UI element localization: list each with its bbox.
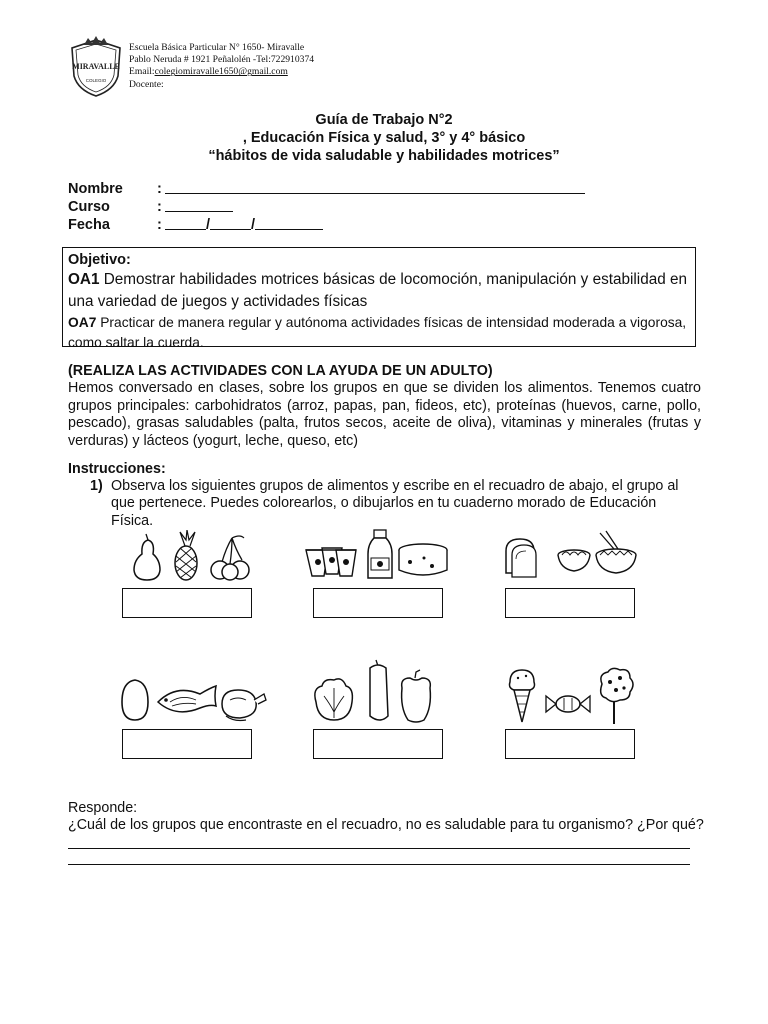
title-line-3: “hábitos de vida saludable y habilidades motrices” xyxy=(208,148,560,164)
rice-bowl-icon xyxy=(596,531,636,573)
course-input-line[interactable] xyxy=(165,198,233,212)
oa1-paragraph xyxy=(68,269,690,313)
pear-icon xyxy=(134,534,160,580)
intro-heading: (REALIZA LAS ACTIVIDADES CON LA AYUDA DE UN ADULTO) xyxy=(68,363,493,379)
bell-pepper-icon xyxy=(402,670,431,722)
name-field-row xyxy=(68,180,585,198)
title-line-2: , Educación Física y salud, 3° y 4° básico xyxy=(242,130,526,146)
answer-box-1[interactable] xyxy=(122,588,252,618)
course-field-row xyxy=(68,198,585,216)
food-group-3 xyxy=(500,527,640,583)
objective-box xyxy=(62,247,696,350)
date-day-line[interactable] xyxy=(165,216,206,230)
food-group-1 xyxy=(130,530,254,582)
email-label: Email: xyxy=(129,66,155,78)
course-label: Curso xyxy=(68,199,110,215)
answer-box-5[interactable] xyxy=(313,729,443,759)
instruction-text: Observa los siguientes grupos de alimentos y escribe en el recuadro de abajo, el grupo al que pertenece. Puedes colorearlos, o dibujarlos en tu cuaderno morado de Educación Física. xyxy=(111,478,679,529)
oa7-paragraph xyxy=(68,313,690,352)
answer-box-3[interactable] xyxy=(505,588,635,618)
teacher-line: Docente: xyxy=(129,78,164,90)
oa7-code: OA7 xyxy=(68,315,97,330)
wrapped-candy-icon xyxy=(546,696,590,712)
answer-line-1[interactable] xyxy=(68,848,690,849)
instructions-heading: Instrucciones: xyxy=(68,461,166,477)
student-fields xyxy=(68,180,585,234)
pasta-bowl-icon xyxy=(558,550,590,571)
zucchini-icon xyxy=(370,660,388,720)
egg-icon xyxy=(122,680,148,720)
school-logo xyxy=(66,36,126,98)
intro-section xyxy=(68,363,701,450)
name-input-line[interactable] xyxy=(165,180,585,194)
date-label: Fecha xyxy=(68,217,110,233)
objective-heading: Objetivo: xyxy=(68,252,131,268)
food-group-4 xyxy=(118,672,268,726)
lettuce-icon xyxy=(315,679,353,720)
food-group-2 xyxy=(302,528,450,582)
date-separator-1: / xyxy=(206,217,211,233)
cotton-candy-icon xyxy=(601,668,633,724)
responde-label: Responde: xyxy=(68,800,138,816)
roast-chicken-icon xyxy=(222,690,266,721)
logo-subtext: COLEGIO xyxy=(85,78,107,83)
bread-loaf-icon xyxy=(506,539,536,577)
responde-question: ¿Cuál de los grupos que encontraste en el recuadro, no es saludable para tu organismo? ¿Por qué? xyxy=(68,817,704,833)
milk-bottle-icon xyxy=(368,530,392,578)
title-line-1: Guía de Trabajo N°2 xyxy=(315,112,453,128)
cherries-icon xyxy=(211,536,249,580)
oa1-code: OA1 xyxy=(68,271,100,288)
food-group-5 xyxy=(310,658,440,726)
answer-box-6[interactable] xyxy=(505,729,635,759)
ice-cream-cone-icon xyxy=(510,670,535,722)
oa1-text: Demostrar habilidades motrices básicas de locomoción, manipulación y estabilidad en una variedad de juegos y actividades físicas xyxy=(68,271,687,310)
yogurt-cups-icon xyxy=(306,548,356,576)
document-titles xyxy=(0,111,768,165)
logo-text: MIRAVALLE xyxy=(72,62,120,71)
oa7-text: Practicar de manera regular y autónoma actividades físicas de intensidad moderada a vigorosa, como saltar la cuerda. xyxy=(68,315,687,350)
name-label: Nombre xyxy=(68,181,123,197)
fish-icon xyxy=(158,686,216,712)
email-link[interactable]: colegiomiravalle1650@gmail.com xyxy=(154,66,288,78)
school-email xyxy=(129,66,314,78)
school-name: Escuela Básica Particular N° 1650- Miravalle xyxy=(129,42,305,53)
pineapple-icon xyxy=(175,530,197,580)
answer-box-4[interactable] xyxy=(122,729,252,759)
date-field-row xyxy=(68,216,585,234)
intro-paragraph: Hemos conversado en clases, sobre los grupos en que se dividen los alimentos. Tenemos cuatro grupos principales: carbohidratos (arroz, papas, pan, fideos, etc), proteínas (huevos, carne, pollo, pescado), grasas saludables (palta, frutos secos, aceite de oliva), vitaminas y minerales (frutas y verduras) y lácteos (yogurt, leche, queso, etc) xyxy=(68,380,701,449)
date-colon: : xyxy=(157,217,162,233)
date-year-line[interactable] xyxy=(255,216,323,230)
cheese-icon xyxy=(399,544,447,575)
name-colon: : xyxy=(157,181,162,197)
date-month-line[interactable] xyxy=(210,216,251,230)
instruction-number: 1) xyxy=(90,478,103,494)
answer-box-2[interactable] xyxy=(313,588,443,618)
school-info xyxy=(129,42,314,91)
food-group-6 xyxy=(502,664,640,726)
date-separator-2: / xyxy=(251,217,256,233)
school-address: Pablo Neruda # 1921 Peñalolén -Tel:722910374 xyxy=(129,54,315,66)
answer-line-2[interactable] xyxy=(68,864,690,865)
responde-section xyxy=(68,800,704,834)
course-colon: : xyxy=(157,199,162,215)
